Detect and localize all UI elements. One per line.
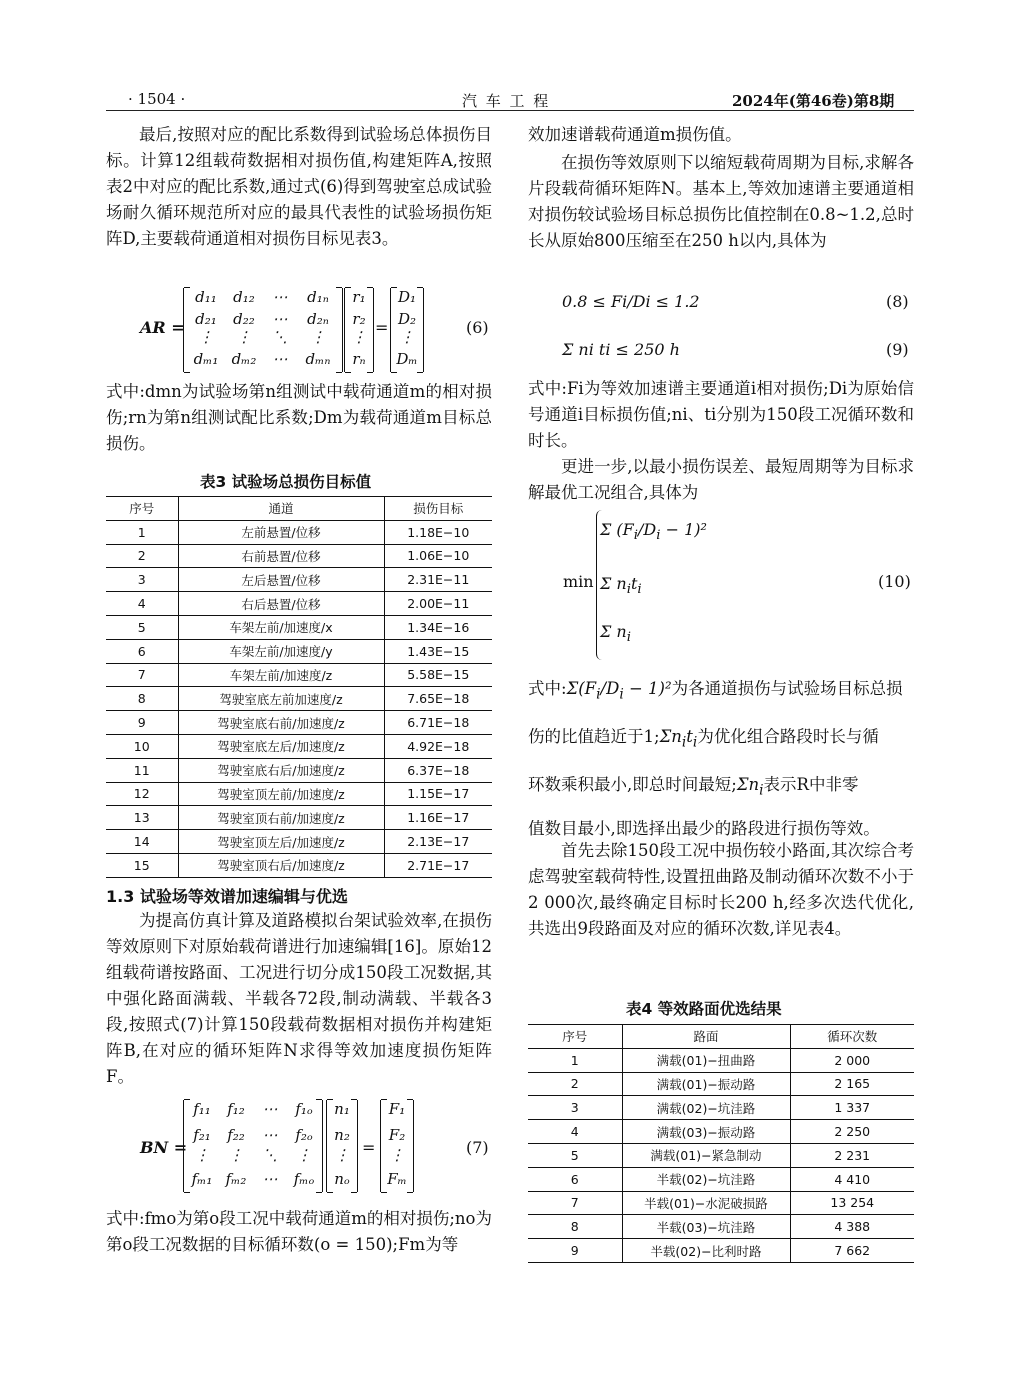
table3-cell: 车架左前/加速度/y: [178, 639, 384, 663]
eq9-number: (9): [886, 340, 909, 359]
table3-row: [106, 544, 492, 568]
table3-cell: 12: [133, 786, 150, 802]
table3-cell: 6.71E−18: [384, 711, 492, 735]
table3-cell: 1.34E−16: [384, 615, 492, 639]
table3-row: [106, 782, 492, 806]
vector-r: r₁ r₂ ⋮ rₙ: [344, 288, 374, 372]
table3-row: [106, 520, 492, 544]
table3-row: [106, 639, 492, 663]
table4-row: [528, 1120, 914, 1144]
table3-cell: 左后悬置/位移: [178, 568, 384, 592]
table4: [528, 1024, 914, 1263]
table4-cell: 满载(01)−紧急制动: [622, 1143, 790, 1167]
table4-cell: 2 231: [790, 1143, 914, 1167]
table3-cell: 2: [137, 548, 146, 564]
table3-header-row: [106, 497, 492, 521]
eq6-number: (6): [466, 318, 489, 337]
table4-cell: 13 254: [790, 1191, 914, 1215]
table3-row: [106, 758, 492, 782]
eq7-lhs: BN =: [140, 1138, 188, 1157]
left-para-1: 最后,按照对应的配比系数得到试验场总体损伤目标。计算12组载荷数据相对损伤值,构建矩阵A,按照表2中对应的配比系数,通过式(6)得到驾驶室总成试验场耐久循环规范所对应的最具代表性的试验场损伤矩阵D,主要载荷通道相对损伤目标见表3。: [106, 125, 492, 248]
table3-cell: 6: [137, 643, 146, 659]
table3-cell: 驾驶室底右前/加速度/z: [178, 711, 384, 735]
table3-cell: 驾驶室底左后/加速度/z: [178, 734, 384, 758]
eq8: 0.8 ≤ Fi/Di ≤ 1.2: [562, 292, 700, 311]
table3-cell: 5: [137, 619, 146, 635]
table3-cell: 驾驶室顶右后/加速度/z: [178, 853, 384, 877]
table4-cell: 满载(01)−扭曲路: [622, 1048, 790, 1072]
eq10-min: min: [563, 572, 594, 591]
eq7-explanation: 式中:fmo为第o段工况中载荷通道m的相对损伤;no为第o段工况数据的目标循环数(o = 150);Fm为等: [106, 1209, 492, 1254]
table4-row: [528, 1239, 914, 1263]
table3-cell: 2.71E−17: [384, 853, 492, 877]
table4-cell: 4 388: [790, 1215, 914, 1239]
table3-row: [106, 853, 492, 877]
table4-row: [528, 1096, 914, 1120]
table3-cell: 驾驶室顶右前/加速度/z: [178, 806, 384, 830]
eq10-line3: Σ $n_i$: [600, 622, 631, 646]
table4-cell: 半载(02)−比利时路: [622, 1239, 790, 1263]
table3-cell: 1.16E−17: [384, 806, 492, 830]
table4-row: [528, 1072, 914, 1096]
table3-cell: 4.92E−18: [384, 734, 492, 758]
vector-F: F₁ F₂ ⋮ Fₘ: [380, 1100, 414, 1192]
right-para-3: 更进一步,以最小损伤误差、最短周期等为目标求解最优工况组合,具体为: [528, 457, 914, 502]
table3-cell: 15: [133, 857, 150, 873]
eq8-number: (8): [886, 292, 909, 311]
table3-header-cell: 序号: [129, 501, 155, 517]
table4-cell: 7 662: [790, 1239, 914, 1263]
eq6-lhs: AR =: [140, 318, 185, 337]
table4-row: [528, 1143, 914, 1167]
matrix-d: d₁₁ d₁₂ ⋯ d₁ₙ d₂₁ d₂₂ ⋯ d₂ₙ ⋮ ⋮ ⋱ ⋮ dₘ₁ dₘ₂ ⋯ dₘₙ: [183, 288, 343, 372]
table3-cell: 9: [137, 715, 146, 731]
table3-cell: 7: [137, 667, 146, 683]
table3-cell: 左前悬置/位移: [178, 520, 384, 544]
table3-cell: 1.18E−10: [384, 520, 492, 544]
table4-cell: 4 410: [790, 1167, 914, 1191]
table3-cell: 13: [133, 810, 150, 826]
table3-cell: 8: [137, 691, 146, 707]
eq10-number: (10): [878, 572, 911, 591]
table3-caption: 表3 试验场总损伤目标值: [200, 473, 372, 491]
table4-cell: 半载(01)−水泥破损路: [622, 1191, 790, 1215]
table4-header-cell: 序号: [562, 1029, 588, 1045]
table4-cell: 1: [570, 1052, 579, 1068]
table3-cell: 驾驶室底左前加速度/z: [178, 687, 384, 711]
table4-row: [528, 1191, 914, 1215]
table3-row: [106, 663, 492, 687]
vector-D: D₁ D₂ ⋮ Dₘ: [390, 288, 424, 372]
table3-cell: 1.15E−17: [384, 782, 492, 806]
table4-cell: 9: [570, 1243, 579, 1259]
section-1-3-heading: 1.3 试验场等效谱加速编辑与优选: [106, 887, 348, 906]
table4-cell: 6: [570, 1171, 579, 1187]
table3-cell: 驾驶室顶左前/加速度/z: [178, 782, 384, 806]
right-para-5: 首先去除150段工况中损伤较小路面,其次综合考虑驾驶室载荷特性,设置扭曲路及制动循环次数不小于2 000次,最终确定目标时长200 h,经多次迭代优化,共选出9段路面及对应的循环次数,详见表4。: [528, 841, 914, 938]
table3-row: [106, 615, 492, 639]
table4-cell: 1 337: [790, 1096, 914, 1120]
table3-cell: 5.58E−15: [384, 663, 492, 687]
table4-cell: 半载(03)−坑洼路: [622, 1215, 790, 1239]
journal-title: 汽 车 工 程: [462, 92, 551, 110]
table3-cell: 2.31E−11: [384, 568, 492, 592]
left-para-2: 为提高仿真计算及道路模拟台架试验效率,在损伤等效原则下对原始载荷谱进行加速编辑[16]。原始12组载荷谱按路面、工况进行切分成150段工况数据,其中强化路面满载、半载各72段,制动满载、半载各3段,按照式(7)计算150段载荷数据相对损伤并构建矩阵B,在对应的循环矩阵N求得等效加速度损伤矩阵F。: [106, 911, 492, 1086]
table3-row: [106, 592, 492, 616]
table4-cell: 4: [570, 1124, 579, 1140]
eq10-line2: Σ $n_it_i$: [600, 574, 642, 598]
right-para-0: 效加速谱载荷通道m损伤值。: [528, 125, 742, 144]
table4-cell: 2 250: [790, 1120, 914, 1144]
table4-header-cell: 路面: [622, 1025, 790, 1049]
table3-cell: 10: [133, 738, 150, 754]
header-rule: [106, 110, 914, 111]
table3-row: [106, 568, 492, 592]
table3-cell: 1.06E−10: [384, 544, 492, 568]
vector-n: n₁ n₂ ⋮ nₒ: [326, 1100, 358, 1192]
table4-cell: 2: [570, 1076, 579, 1092]
table3-row: [106, 687, 492, 711]
page-number: · 1504 ·: [128, 90, 186, 108]
table4-header-cell: 循环次数: [790, 1025, 914, 1049]
table3-row: [106, 711, 492, 735]
table3-cell: 11: [133, 762, 150, 778]
table3-row: [106, 734, 492, 758]
table3-cell: 3: [137, 572, 146, 588]
table4-row: [528, 1048, 914, 1072]
table4-cell: 5: [570, 1147, 579, 1163]
table3-cell: 2.13E−17: [384, 830, 492, 854]
table4-cell: 2 000: [790, 1048, 914, 1072]
table3-cell: 驾驶室顶左后/加速度/z: [178, 830, 384, 854]
table3-cell: 车架左前/加速度/z: [178, 663, 384, 687]
table3-cell: 4: [137, 596, 146, 612]
table3-cell: 14: [133, 834, 150, 850]
table3-cell: 1: [137, 524, 146, 540]
matrix-f: f₁₁ f₁₂ ⋯ f₁ₒ f₂₁ f₂₂ ⋯ f₂ₒ ⋮ ⋮ ⋱ ⋮ fₘ₁ fₘ₂ ⋯ fₘₒ: [183, 1100, 323, 1192]
table4-cell: 3: [570, 1100, 579, 1116]
eq10-line1: Σ $(F_i/D_i - 1)^2$: [600, 520, 707, 544]
table3-row: [106, 830, 492, 854]
table3-row: [106, 806, 492, 830]
table4-cell: 8: [570, 1219, 579, 1235]
table3-cell: 2.00E−11: [384, 592, 492, 616]
table3-cell: 1.43E−15: [384, 639, 492, 663]
table3-header-cell: 损伤目标: [384, 497, 492, 521]
table3-cell: 右后悬置/位移: [178, 592, 384, 616]
issue-info: 2024年(第46卷)第8期: [732, 92, 895, 110]
table3-header-cell: 通道: [178, 497, 384, 521]
right-para-4: 式中$:\Sigma(F_i/D_i - 1)^2$为各通道损伤与试验场目标总损 伤的比值趋近于$1;\Sigma n_it_i$为优化组合路段时长与循 环数乘积最小,即总时间最短$;\Sigma n_i$表示R中非零 值数目最小,即选择出最少的路段进行损伤等效。: [528, 679, 903, 838]
table4-cell: 7: [570, 1195, 579, 1211]
table3-cell: 右前悬置/位移: [178, 544, 384, 568]
table3: [106, 496, 492, 878]
table4-cell: 满载(02)−坑洼路: [622, 1096, 790, 1120]
table3-cell: 车架左前/加速度/x: [178, 615, 384, 639]
eq6-explanation: 式中:dmn为试验场第n组测试中载荷通道m的相对损伤;rn为第n组测试配比系数;Dm为载荷通道m目标总损伤。: [106, 382, 492, 453]
table4-header-row: [528, 1025, 914, 1049]
table3-cell: 7.65E−18: [384, 687, 492, 711]
table4-cell: 满载(01)−振动路: [622, 1072, 790, 1096]
right-para-1: 在损伤等效原则下以缩短载荷周期为目标,求解各片段载荷循环矩阵N。基本上,等效加速谱主要通道相对损伤较试验场目标总损伤比值控制在0.8~1.2,总时长从原始800压缩至在250 h以内,具体为: [528, 153, 914, 250]
table4-cell: 满载(03)−振动路: [622, 1120, 790, 1144]
table4-caption: 表4 等效路面优选结果: [626, 1000, 782, 1018]
table4-cell: 2 165: [790, 1072, 914, 1096]
table3-cell: 驾驶室底右后/加速度/z: [178, 758, 384, 782]
right-para-2: 式中:Fi为等效加速谱主要通道i相对损伤;Di为原始信号通道i目标损伤值;ni、ti分别为150段工况循环数和时长。: [528, 379, 914, 450]
table4-row: [528, 1215, 914, 1239]
table4-row: [528, 1167, 914, 1191]
eq7-number: (7): [466, 1138, 489, 1157]
eq9: Σ ni ti ≤ 250 h: [562, 340, 680, 359]
table3-cell: 6.37E−18: [384, 758, 492, 782]
table4-cell: 半载(02)−坑洼路: [622, 1167, 790, 1191]
